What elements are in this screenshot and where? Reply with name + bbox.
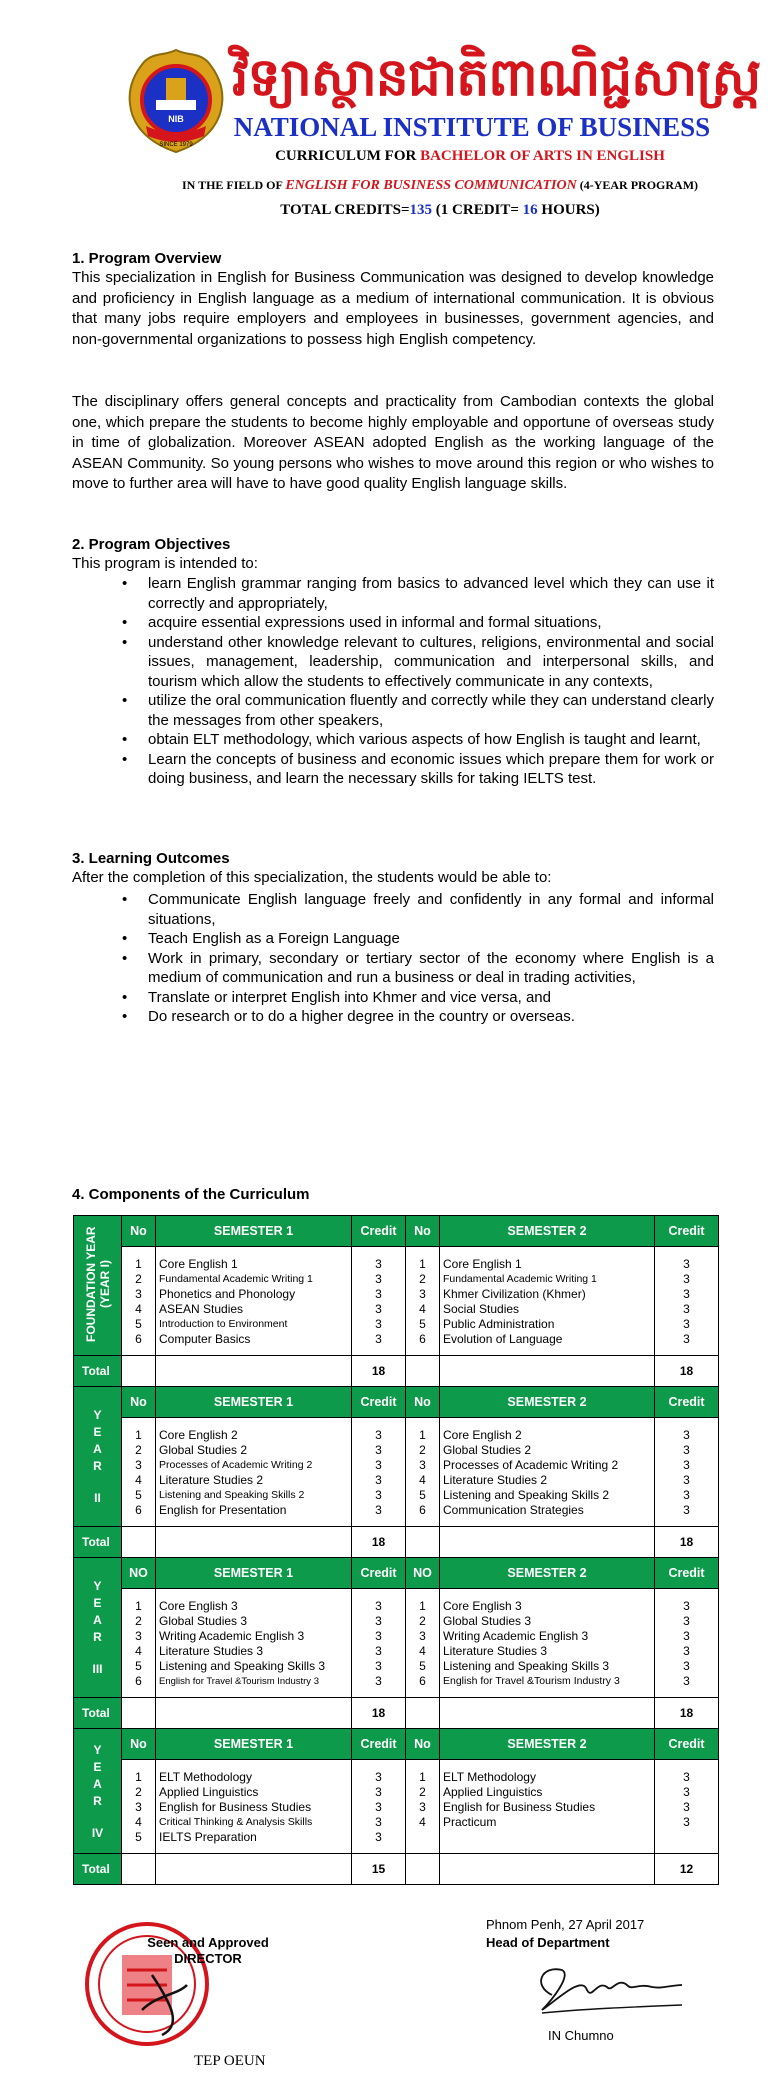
course-number: 6 [135, 1503, 142, 1517]
course-name: Fundamental Academic Writing 1 [443, 1273, 597, 1285]
course-name: Practicum [443, 1815, 497, 1829]
course-number: 4 [419, 1302, 426, 1316]
course-credit: 3 [375, 1800, 382, 1814]
course-name: Writing Academic English 3 [159, 1629, 305, 1643]
course-name-cell [440, 1589, 655, 1698]
course-number: 4 [135, 1815, 142, 1829]
year-label [74, 1387, 122, 1527]
credits-total: 135 [409, 202, 433, 218]
course-row [74, 1418, 719, 1527]
course-number: 2 [135, 1614, 142, 1628]
objectives-list [122, 574, 714, 789]
course-credit: 3 [375, 1785, 382, 1799]
course-name: Literature Studies 3 [159, 1644, 264, 1658]
year-letter: Y [93, 1742, 102, 1757]
course-credit: 3 [375, 1629, 382, 1643]
course-name: Core English 2 [159, 1428, 238, 1442]
course-number: 6 [419, 1674, 426, 1688]
year-label-text: FOUNDATION YEAR (YEAR I) [83, 1226, 112, 1342]
year-numeral: IV [91, 1825, 104, 1840]
curriculum-degree: BACHELOR OF ARTS IN ENGLISH [420, 148, 665, 164]
course-credit: 3 [375, 1428, 382, 1442]
course-number-cell [406, 1760, 440, 1854]
course-credit: 3 [683, 1287, 690, 1301]
course-credit-cell [655, 1760, 719, 1854]
course-credit: 3 [683, 1614, 690, 1628]
list-item: • Do research or to do a higher degree in the country or overseas. [122, 1007, 714, 1027]
course-number: 3 [419, 1629, 426, 1643]
course-name: Core English 1 [443, 1257, 522, 1271]
col-credit-header: Credit [655, 1387, 719, 1418]
course-name: English for Business Studies [159, 1800, 312, 1814]
course-number: 5 [419, 1488, 426, 1502]
empty-cell [440, 1854, 655, 1885]
overview-paragraph-1: This specialization in English for Business Communication was designed to develop knowledge and proficiency in English language as a medium of international communication. It is obvious that many jobs require employers and employees in businesses, government agencies, and non-governmental organizations to possess high English competency. [72, 269, 714, 348]
course-credit: 3 [683, 1272, 690, 1286]
empty-cell [440, 1698, 655, 1729]
empty-cell [406, 1356, 440, 1387]
course-number: 4 [135, 1302, 142, 1316]
course-number: 5 [135, 1488, 142, 1502]
list-item: • Communicate English language freely and confidently in any formal and informal situations, [122, 890, 714, 929]
col-no-header: No [406, 1729, 440, 1760]
course-credit: 3 [683, 1800, 690, 1814]
course-credit: 3 [375, 1332, 382, 1346]
course-credit: 3 [375, 1302, 382, 1316]
overview-heading: 1. Program Overview [72, 250, 222, 267]
course-credit: 3 [683, 1815, 690, 1829]
course-name: Global Studies 2 [443, 1443, 532, 1457]
list-item: • learn English grammar ranging from basics to advanced level which they can use it correctly and appropriately, [122, 574, 714, 613]
empty-cell [122, 1356, 156, 1387]
course-name: Processes of Academic Writing 2 [159, 1459, 313, 1471]
course-credit: 3 [683, 1257, 690, 1271]
list-item: • Translate or interpret English into Khmer and vice versa, and [122, 988, 714, 1008]
year-letter: A [93, 1776, 102, 1791]
course-credit: 3 [683, 1599, 690, 1613]
year-letter: A [93, 1442, 102, 1456]
course-credit: 3 [683, 1674, 690, 1688]
empty-cell [122, 1854, 156, 1885]
course-name: Public Administration [443, 1317, 555, 1331]
course-number: 2 [419, 1443, 426, 1457]
year-letter: A [93, 1613, 102, 1627]
course-name: English for Presentation [159, 1503, 287, 1517]
course-name: Core English 3 [159, 1599, 238, 1613]
year-label [74, 1729, 122, 1854]
field-title [120, 178, 760, 194]
course-name: Listening and Speaking Skills 2 [443, 1488, 610, 1502]
total-row [74, 1854, 719, 1885]
course-name-cell [440, 1418, 655, 1527]
course-credit: 3 [375, 1272, 382, 1286]
field-name: ENGLISH FOR BUSINESS COMMUNICATION [285, 178, 577, 193]
khmer-institute-name: វិទ្យាស្ថានជាតិពាណិជ្ជសាស្ត្រ [232, 47, 761, 108]
course-number: 2 [135, 1785, 142, 1799]
course-name: IELTS Preparation [159, 1830, 257, 1844]
course-name: Core English 1 [159, 1257, 238, 1271]
course-name: Global Studies 3 [159, 1614, 248, 1628]
course-name: Khmer Civilization (Khmer) [443, 1287, 586, 1301]
objectives-intro: This program is intended to: [72, 555, 258, 572]
course-credit: 3 [683, 1770, 690, 1784]
logo-text: NIB [168, 114, 184, 124]
col-semester-2-header: SEMESTER 2 [440, 1216, 655, 1247]
course-name: Introduction to Environment [159, 1318, 288, 1330]
col-semester-2-header: SEMESTER 2 [440, 1558, 655, 1589]
course-credit: 3 [375, 1443, 382, 1457]
course-name: Global Studies 2 [159, 1443, 248, 1457]
list-item: • utilize the oral communication fluently and correctly while they can understand clearly the messages from other speakers, [122, 691, 714, 730]
course-number: 5 [135, 1317, 142, 1331]
semester-2-total: 12 [655, 1854, 719, 1885]
empty-cell [406, 1527, 440, 1558]
course-number-cell [122, 1589, 156, 1698]
course-credit: 3 [375, 1488, 382, 1502]
course-number: 1 [135, 1428, 142, 1442]
course-credit: 3 [375, 1830, 382, 1844]
col-no-header: NO [122, 1558, 156, 1589]
course-number-cell [122, 1760, 156, 1854]
total-credits [120, 202, 760, 219]
course-credit: 3 [683, 1317, 690, 1331]
director-title: DIRECTOR [174, 1951, 242, 1966]
col-credit-header: Credit [352, 1729, 406, 1760]
course-number: 2 [419, 1785, 426, 1799]
course-number: 3 [135, 1287, 142, 1301]
col-no-header: No [122, 1729, 156, 1760]
course-credit: 3 [683, 1488, 690, 1502]
course-number: 4 [135, 1644, 142, 1658]
empty-cell [156, 1527, 352, 1558]
components-heading: 4. Components of the Curriculum [72, 1186, 310, 1203]
course-name: English for Travel &Tourism Industry 3 [443, 1675, 620, 1687]
course-name: Listening and Speaking Skills 3 [159, 1659, 326, 1673]
course-number: 6 [135, 1332, 142, 1346]
course-credit: 3 [683, 1458, 690, 1472]
course-name-cell [440, 1247, 655, 1356]
course-credit: 3 [683, 1659, 690, 1673]
institute-name: NATIONAL INSTITUTE OF BUSINESS [233, 112, 711, 142]
course-name: Applied Linguistics [443, 1785, 543, 1799]
director-name: TEP OEUN [194, 2053, 266, 2069]
list-item: • Teach English as a Foreign Language [122, 929, 714, 949]
course-number: 3 [135, 1800, 142, 1814]
semester-2-total: 18 [655, 1356, 719, 1387]
semester-2-total: 18 [655, 1527, 719, 1558]
outcomes-list [122, 890, 714, 1027]
course-name: Processes of Academic Writing 2 [443, 1458, 619, 1472]
semester-2-total: 18 [655, 1698, 719, 1729]
course-number: 2 [419, 1272, 426, 1286]
course-credit: 3 [375, 1674, 382, 1688]
course-name: Critical Thinking & Analysis Skills [159, 1816, 313, 1828]
list-item: • Learn the concepts of business and economic issues which prepare them for work or doing business, and learn the necessary skills for taking IELTS test. [122, 750, 714, 789]
course-name: Phonetics and Phonology [159, 1287, 296, 1301]
col-semester-1-header: SEMESTER 1 [156, 1558, 352, 1589]
outcomes-heading: 3. Learning Outcomes [72, 850, 230, 867]
course-name: Literature Studies 2 [443, 1473, 548, 1487]
credits-unit-label: (1 CREDIT= [432, 202, 523, 218]
total-label: Total [74, 1698, 122, 1729]
course-number-cell [122, 1418, 156, 1527]
course-number: 1 [419, 1257, 426, 1271]
col-no-header: No [122, 1216, 156, 1247]
course-name: Listening and Speaking Skills 3 [443, 1659, 610, 1673]
year-header-row [74, 1729, 719, 1760]
empty-cell [440, 1356, 655, 1387]
course-number-cell [122, 1247, 156, 1356]
credit-hours: 16 [522, 202, 538, 218]
course-name: ASEAN Studies [159, 1302, 244, 1316]
head-signature [512, 1955, 692, 2025]
course-credit: 3 [375, 1770, 382, 1784]
course-name: Communication Strategies [443, 1503, 584, 1517]
empty-cell [156, 1854, 352, 1885]
seen-approved [128, 1935, 288, 1967]
total-row [74, 1527, 719, 1558]
course-credit: 3 [683, 1629, 690, 1643]
course-number: 4 [419, 1815, 426, 1829]
course-credit: 3 [683, 1443, 690, 1457]
col-credit-header: Credit [655, 1558, 719, 1589]
course-number: 3 [135, 1629, 142, 1643]
col-no-header: No [406, 1216, 440, 1247]
course-credit: 3 [683, 1644, 690, 1658]
course-credit: 3 [683, 1473, 690, 1487]
curriculum-title [230, 148, 710, 165]
course-credit: 3 [375, 1659, 382, 1673]
course-name: Writing Academic English 3 [443, 1629, 589, 1643]
course-name: ELT Methodology [159, 1770, 252, 1784]
course-credit-cell [352, 1760, 406, 1854]
course-name: Global Studies 3 [443, 1614, 532, 1628]
col-no-header: NO [406, 1558, 440, 1589]
place-date: Phnom Penh, 27 April 2017 [486, 1917, 645, 1932]
col-semester-2-header: SEMESTER 2 [440, 1387, 655, 1418]
course-credit: 3 [375, 1644, 382, 1658]
course-number: 1 [135, 1257, 142, 1271]
year-letter: R [93, 1793, 102, 1808]
total-label: Total [74, 1527, 122, 1558]
course-name-cell [156, 1247, 352, 1356]
course-number: 1 [419, 1428, 426, 1442]
year-label [74, 1216, 122, 1356]
semester-1-total: 15 [352, 1854, 406, 1885]
seen-approved-label: Seen and Approved [147, 1935, 269, 1950]
col-semester-1-header: SEMESTER 1 [156, 1387, 352, 1418]
outcomes-intro: After the completion of this specialization, the students would be able to: [72, 869, 552, 886]
col-semester-1-header: SEMESTER 1 [156, 1729, 352, 1760]
course-credit-cell [655, 1247, 719, 1356]
course-credit: 3 [375, 1257, 382, 1271]
course-name-cell [156, 1418, 352, 1527]
year-letter: R [93, 1630, 102, 1644]
course-number-cell [406, 1589, 440, 1698]
course-number: 1 [419, 1599, 426, 1613]
course-name: Computer Basics [159, 1332, 251, 1346]
course-credit: 3 [683, 1785, 690, 1799]
course-name: English for Travel &Tourism Industry 3 [159, 1676, 319, 1687]
empty-cell [122, 1527, 156, 1558]
year-letter: E [93, 1596, 102, 1610]
list-item: • obtain ELT methodology, which various aspects of how English is taught and learnt, [122, 730, 714, 750]
course-credit-cell [352, 1418, 406, 1527]
semester-1-total: 18 [352, 1698, 406, 1729]
course-credit: 3 [375, 1614, 382, 1628]
course-name: Applied Linguistics [159, 1785, 259, 1799]
empty-cell [406, 1698, 440, 1729]
course-number: 6 [419, 1503, 426, 1517]
logo-motto: SINCE 1979 [159, 142, 193, 148]
empty-cell [156, 1356, 352, 1387]
course-name: Literature Studies 2 [159, 1473, 264, 1487]
course-number: 4 [419, 1473, 426, 1487]
course-number: 5 [135, 1659, 142, 1673]
course-name: Fundamental Academic Writing 1 [159, 1273, 313, 1285]
hours-label: HOURS) [537, 202, 600, 218]
year-letter: Y [93, 1579, 102, 1593]
year-letter: Y [93, 1408, 102, 1422]
course-number: 3 [419, 1458, 426, 1472]
course-number: 5 [419, 1317, 426, 1331]
nib-logo [126, 48, 226, 156]
course-credit: 3 [375, 1458, 382, 1472]
head-name: IN Chumno [548, 2028, 614, 2043]
course-credit: 3 [683, 1503, 690, 1517]
course-credit-cell [655, 1589, 719, 1698]
course-number: 3 [419, 1800, 426, 1814]
course-number: 6 [419, 1332, 426, 1346]
year-header-row [74, 1387, 719, 1418]
course-number: 6 [135, 1674, 142, 1688]
list-item: • acquire essential expressions used in informal and formal situations, [122, 613, 714, 633]
empty-cell [440, 1527, 655, 1558]
col-credit-header: Credit [655, 1729, 719, 1760]
year-label [74, 1558, 122, 1698]
curriculum-table [73, 1215, 719, 1885]
course-name-cell [440, 1760, 655, 1854]
list-item: • Work in primary, secondary or tertiary sector of the economy where English is a medium of communication and run a business or deal in trading activities, [122, 949, 714, 988]
course-number: 2 [135, 1443, 142, 1457]
empty-cell [122, 1698, 156, 1729]
year-header-row [74, 1216, 719, 1247]
course-name: Literature Studies 3 [443, 1644, 548, 1658]
course-credit: 3 [375, 1317, 382, 1331]
course-number: 3 [419, 1287, 426, 1301]
course-credit: 3 [375, 1503, 382, 1517]
course-row [74, 1247, 719, 1356]
total-row [74, 1698, 719, 1729]
col-no-header: No [122, 1387, 156, 1418]
course-credit-cell [352, 1247, 406, 1356]
col-credit-header: Credit [352, 1387, 406, 1418]
course-number: 4 [419, 1644, 426, 1658]
course-name: Evolution of Language [443, 1332, 563, 1346]
course-number: 5 [135, 1830, 142, 1844]
course-number: 1 [419, 1770, 426, 1784]
course-number: 3 [135, 1458, 142, 1472]
total-label: Total [74, 1854, 122, 1885]
course-credit: 3 [375, 1599, 382, 1613]
objectives-heading: 2. Program Objectives [72, 536, 231, 553]
course-number: 1 [135, 1599, 142, 1613]
course-name: Core English 2 [443, 1428, 522, 1442]
course-number: 2 [135, 1272, 142, 1286]
course-name-cell [156, 1589, 352, 1698]
empty-cell [156, 1698, 352, 1729]
semester-1-total: 18 [352, 1527, 406, 1558]
list-item: • understand other knowledge relevant to cultures, religions, environmental and social issues, management, leadership, communication and interpersonal skills, and tourism which allow the students to effectively communicate in any contexts, [122, 633, 714, 692]
course-number-cell [406, 1418, 440, 1527]
course-number: 5 [419, 1659, 426, 1673]
course-credit: 3 [683, 1428, 690, 1442]
course-name: English for Business Studies [443, 1800, 596, 1814]
year-letter: E [93, 1759, 102, 1774]
col-credit-header: Credit [352, 1558, 406, 1589]
col-no-header: No [406, 1387, 440, 1418]
year-letter: E [93, 1425, 102, 1439]
col-semester-2-header: SEMESTER 2 [440, 1729, 655, 1760]
field-prefix: IN THE FIELD OF [181, 178, 286, 192]
course-row [74, 1589, 719, 1698]
curriculum-prefix: CURRICULUM FOR [275, 148, 421, 164]
year-numeral: II [94, 1491, 101, 1505]
course-row [74, 1760, 719, 1854]
course-name: Listening and Speaking Skills 2 [159, 1489, 305, 1501]
overview-paragraph-2: The disciplinary offers general concepts and practicality from Cambodian contexts the global one, which prepare the students to become highly employable and opportune of overseas study in time of globalization. Moreover ASEAN adopted English as the working language of the ASEAN Community. So young persons who wishes to move around this region or who wishes to move to further area will have to have good quality English language skills. [72, 393, 714, 492]
col-credit-header: Credit [352, 1216, 406, 1247]
semester-1-total: 18 [352, 1356, 406, 1387]
course-credit: 3 [683, 1332, 690, 1346]
course-credit: 3 [375, 1287, 382, 1301]
course-name: ELT Methodology [443, 1770, 536, 1784]
field-suffix: (4-YEAR PROGRAM) [576, 178, 699, 192]
year-header-row [74, 1558, 719, 1589]
course-credit: 3 [683, 1302, 690, 1316]
total-label: Total [74, 1356, 122, 1387]
course-credit-cell [655, 1418, 719, 1527]
course-credit: 3 [375, 1473, 382, 1487]
year-numeral: III [92, 1662, 103, 1676]
col-semester-1-header: SEMESTER 1 [156, 1216, 352, 1247]
col-credit-header: Credit [655, 1216, 719, 1247]
course-credit: 3 [375, 1815, 382, 1829]
course-name: Social Studies [443, 1302, 520, 1316]
credits-label: TOTAL CREDITS= [280, 202, 410, 218]
course-number-cell [406, 1247, 440, 1356]
head-of-department-title: Head of Department [486, 1935, 610, 1950]
year-letter: R [93, 1459, 102, 1473]
course-number: 2 [419, 1614, 426, 1628]
course-credit-cell [352, 1589, 406, 1698]
course-name: Core English 3 [443, 1599, 522, 1613]
course-number: 1 [135, 1770, 142, 1784]
empty-cell [406, 1854, 440, 1885]
total-row [74, 1356, 719, 1387]
course-number: 4 [135, 1473, 142, 1487]
course-name-cell [156, 1760, 352, 1854]
